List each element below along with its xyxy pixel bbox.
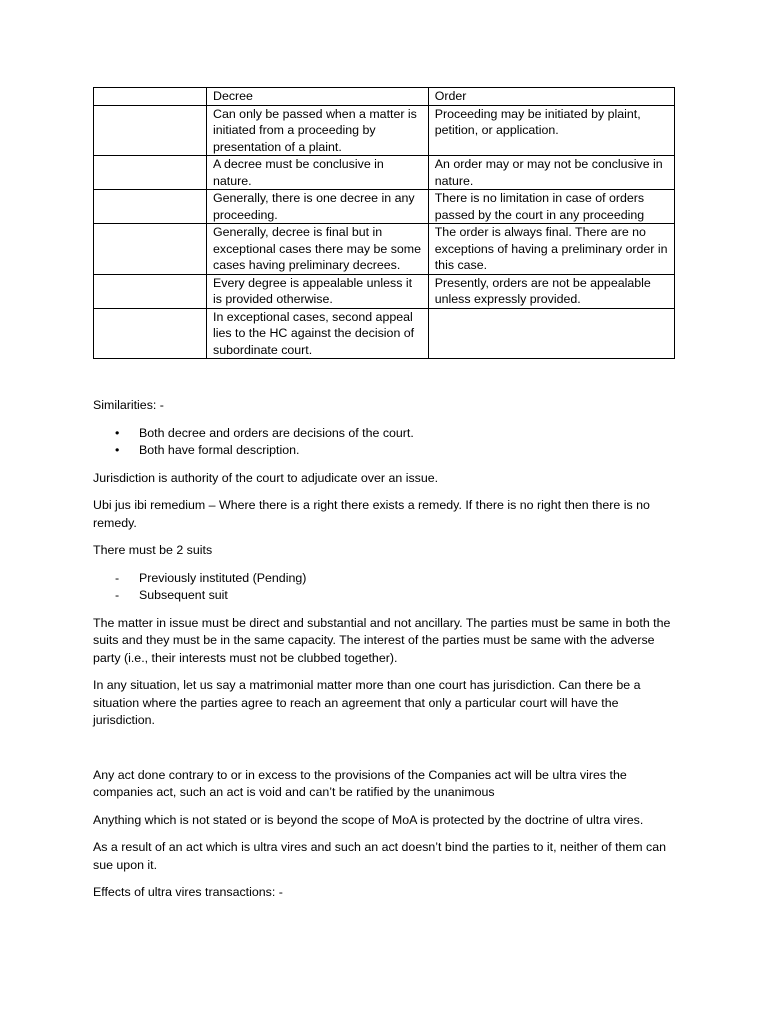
table-row — [94, 105, 675, 156]
table-cell: In exceptional cases, second appeal lies to the HC against the decision of subordinate court. — [207, 308, 429, 359]
bullet-icon: • — [115, 443, 120, 457]
table-cell: A decree must be conclusive in nature. — [207, 156, 429, 190]
table-cell — [94, 190, 207, 224]
table-cell: Generally, there is one decree in any proceeding. — [207, 190, 429, 224]
table-row — [94, 308, 675, 359]
table-header-row — [94, 88, 675, 106]
table-cell — [94, 308, 207, 359]
similarities-heading: Similarities: - — [93, 398, 164, 412]
bullet-icon: • — [115, 425, 120, 440]
table-cell — [94, 105, 207, 156]
suits-list — [93, 570, 678, 605]
matrimonial-paragraph: In any situation, let us say a matrimonial matter more than one court has jurisdiction. Can there be a situation where the parties agree to reach an agreement that only a particular court will have the jurisdiction. — [93, 678, 641, 727]
table-row — [94, 190, 675, 224]
table-cell — [94, 224, 207, 275]
table-cell: The order is always final. There are no exceptions of having a preliminary order in this case. — [428, 224, 674, 275]
table-cell — [94, 274, 207, 308]
table-row — [94, 274, 675, 308]
jurisdiction-paragraph: Jurisdiction is authority of the court to adjudicate over an issue. — [93, 470, 439, 485]
table-cell: Proceeding may be initiated by plaint, petition, or application. — [428, 105, 674, 156]
decree-order-comparison-table — [93, 87, 675, 359]
table-cell: An order may or may not be conclusive in nature. — [428, 156, 674, 190]
table-cell — [428, 308, 674, 359]
list-item: - Subsequent suit — [93, 587, 678, 605]
table-header-cell: Order — [428, 88, 674, 106]
list-item: - Previously instituted (Pending) — [93, 570, 678, 588]
table-header-cell — [94, 88, 207, 106]
list-item: • Both decree and orders are decisions of the court. — [93, 425, 678, 443]
table-cell — [94, 156, 207, 190]
effects-heading: Effects of ultra vires transactions: - — [93, 885, 283, 899]
two-suits-paragraph: There must be 2 suits — [93, 543, 213, 557]
ubi-jus-paragraph: Ubi jus ibi remedium – Where there is a right there exists a remedy. If there is no right then there is no remedy. — [93, 498, 650, 530]
table-row — [94, 224, 675, 275]
table-cell: Presently, orders are not be appealable unless expressly provided. — [428, 274, 674, 308]
dash-icon: - — [115, 588, 120, 602]
table-cell: Can only be passed when a matter is initiated from a proceeding by presentation of a plaint. — [207, 105, 429, 156]
moa-paragraph: Anything which is not stated or is beyond the scope of MoA is protected by the doctrine of ultra vires. — [93, 812, 644, 827]
list-item: • Both have formal description. — [93, 442, 678, 460]
result-paragraph: As a result of an act which is ultra vires and such an act doesn’t bind the parties to it, neither of them can sue upon it. — [93, 840, 667, 872]
table-cell: Generally, decree is final but in exceptional cases there may be some cases having preliminary decrees. — [207, 224, 429, 275]
table-row — [94, 156, 675, 190]
similarities-list — [93, 425, 678, 460]
table-cell: There is no limitation in case of orders passed by the court in any proceeding — [428, 190, 674, 224]
table-cell: Every degree is appealable unless it is provided otherwise. — [207, 274, 429, 308]
companies-act-paragraph: Any act done contrary to or in excess to the provisions of the Companies act will be ultra vires the companies act, such an act is void and can’t be ratified by the unanimous — [93, 767, 627, 799]
table-header-cell: Decree — [207, 88, 429, 106]
matter-in-issue-paragraph: The matter in issue must be direct and substantial and not ancillary. The parties must be same in both the suits and they must be in the same capacity. The interest of the parties must be same with the adverse party (i.e., their interests must not be clubbed together). — [93, 615, 671, 665]
notes-body — [93, 397, 678, 902]
dash-icon: - — [115, 570, 120, 585]
